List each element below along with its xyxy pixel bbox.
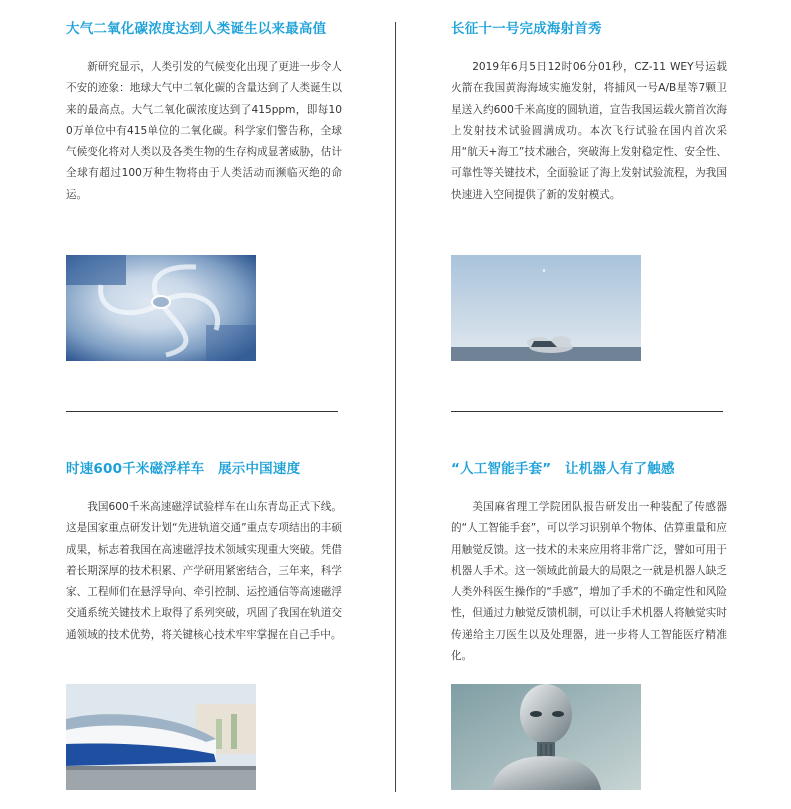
section-divider	[451, 411, 723, 412]
column-divider	[395, 22, 396, 792]
article-title: 大气二氧化碳浓度达到人类诞生以来最高值	[66, 21, 327, 37]
article-body: 我国600千米高速磁浮试验样车在山东青岛正式下线。这是国家重点研发计划“先进轨道交通”重点专项结出的丰硕成果，标志着我国在高速磁浮技术领域实现重大突破。凭借着长期深厚的技术积累、产学研用紧密结合，三年来，科学家、工程师们在悬浮导向、牵引控制、运控通信等高速磁浮交通系统关键技术上取得了系列突破，巩固了我国在轨道交通领域的技术优势，将关键核心技术牢牢掌握在自己手中。	[66, 501, 342, 641]
article-title: 长征十一号完成海射首秀	[451, 21, 602, 37]
article-maglev	[66, 460, 342, 646]
maglev-train-photo	[66, 684, 256, 790]
article-co2	[66, 20, 342, 206]
article-body: 新研究显示，人类引发的气候变化出现了更进一步令人不安的迹象：地球大气中二氧化碳的含量达到了人类诞生以来的最高点。大气二氧化碳浓度达到了415ppm，即每100万单位中有415单位的二氧化碳。科学家们警告称，全球气候变化将对人类以及各类生物的生存构成显著威胁，估计全球有超过100万种生物将由于人类活动而濒临灭绝的命运。	[66, 61, 342, 201]
article-body: 美国麻省理工学院团队报告研发出一种装配了传感器的“人工智能手套”，可以学习识别单个物体、估算重量和应用触觉反馈。这一技术的未来应用将非常广泛，譬如可用于机器人手术。这一领域此前最大的局限之一就是机器人缺乏人类外科医生操作的“手感”，增加了手术的不确定性和风险性，但通过力触觉反馈机制，可以让手术机器人将触觉实时传递给主刀医生以及处理器，进一步将人工智能医疗精准化。	[451, 501, 727, 663]
article-long-march-11	[451, 20, 727, 206]
article-title: 时速600千米磁浮样车 展示中国速度	[66, 461, 301, 477]
hurricane-satellite-photo	[66, 255, 256, 361]
article-body: 2019年6月5日12时06分01秒，CZ-11 WEY号运载火箭在我国黄海海域实施发射，将捕风一号A/B星等7颗卫星送入约600千米高度的圆轨道，宣告我国运载火箭首次海上发射技术试验圆满成功。本次飞行试验在国内首次采用“航天+海工”技术融合，突破海上发射稳定性、安全性、可靠性等关键技术，全面验证了海上发射试验流程，为我国快速进入空间提供了新的发射模式。	[451, 61, 727, 201]
humanoid-robot-photo	[451, 684, 641, 790]
article-ai-glove	[451, 460, 727, 667]
rocket-sea-launch-photo	[451, 255, 641, 361]
section-divider	[66, 411, 338, 412]
article-title: “人工智能手套” 让机器人有了触感	[451, 461, 675, 477]
